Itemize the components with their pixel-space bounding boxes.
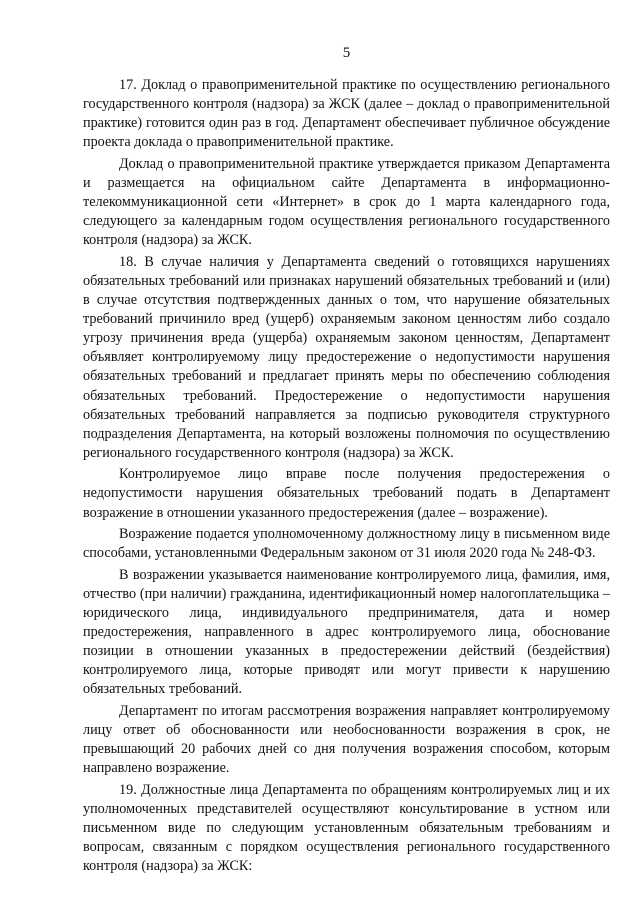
paragraph-objection-right: Контролируемое лицо вправе после получения предостережения о недопустимости нарушения обязательных требований подать в Департамент возражение в отношении указанного предостережения (далее – возражение). — [83, 466, 610, 521]
paragraph-report-approval: Доклад о правоприменительной практике утверждается приказом Департамента и размещается на официальном сайте Департамента в информационно-телекоммуникационной сети «Интернет» в срок до 1 марта календарного года, следующего за календарным годом осуществления регионального государственного контроля (надзора) за ЖСК. — [83, 155, 610, 249]
page-number: 5 — [342, 45, 351, 61]
paragraph-19-consulting: 19. Должностные лица Департамента по обращениям контролируемых лиц и их уполномоченных представителей осуществляют консультирование в устном или письменном виде по следующим установленным обязательным требованиям и вопросам, связанным с порядком осуществления регионального государственного контроля (надзора) за ЖСК: — [83, 781, 610, 875]
paragraph-17-report: 17. Доклад о правоприменительной практике по осуществлению регионального государственного контроля (надзора) за ЖСК (далее – доклад о правоприменительной практике) готовится один раз в год. Департамент обеспечивает публичное обсуждение проекта доклада о правоприменительной практике. — [83, 77, 610, 151]
paragraph-objection-submission: Возражение подается уполномоченному должностному лицу в письменном виде способами, установленными Федеральным законом от 31 июля 2020 года № 248-ФЗ. — [83, 526, 610, 562]
paragraph-18-warning: 18. В случае наличия у Департамента сведений о готовящихся нарушениях обязательных требований или признаках нарушений обязательных требований и (или) в случае отсутствия подтвержденных данных о том, что нарушение обязательных требований причинило вред (ущерб) охраняемым законом ценностям либо создало угрозу причинения вреда (ущерба) охраняемым законом ценностям, Департамент объявляет контролируемому лицу предостережение о недопустимости нарушения обязательных требований и предлагает принять меры по обеспечению соблюдения обязательных требований. Предостережение о недопустимости нарушения обязательных требований направляется за подписью руководителя структурного подразделения Департамента, на который возложены полномочия по осуществлению регионального государственного контроля (надзора) за ЖСК. — [83, 253, 610, 461]
paragraph-objection-content: В возражении указывается наименование контролируемого лица, фамилия, имя, отчество (при наличии) гражданина, идентификационный номер налогоплательщика – юридического лица, индивидуального предпринимателя, дата и номер предостережения, направленного в адрес контролируемого лица, обоснование позиции в отношении указанных в предостережении действий (бездействия) контролируемого лица, которые приводят или могут привести к нарушению обязательных требований. — [83, 566, 610, 698]
paragraph-objection-response: Департамент по итогам рассмотрения возражения направляет контролируемому лицу ответ об обоснованности или необоснованности возражения в срок, не превышающий 20 рабочих дней со дня получения возражения способом, которым направлено возражение. — [83, 703, 610, 777]
